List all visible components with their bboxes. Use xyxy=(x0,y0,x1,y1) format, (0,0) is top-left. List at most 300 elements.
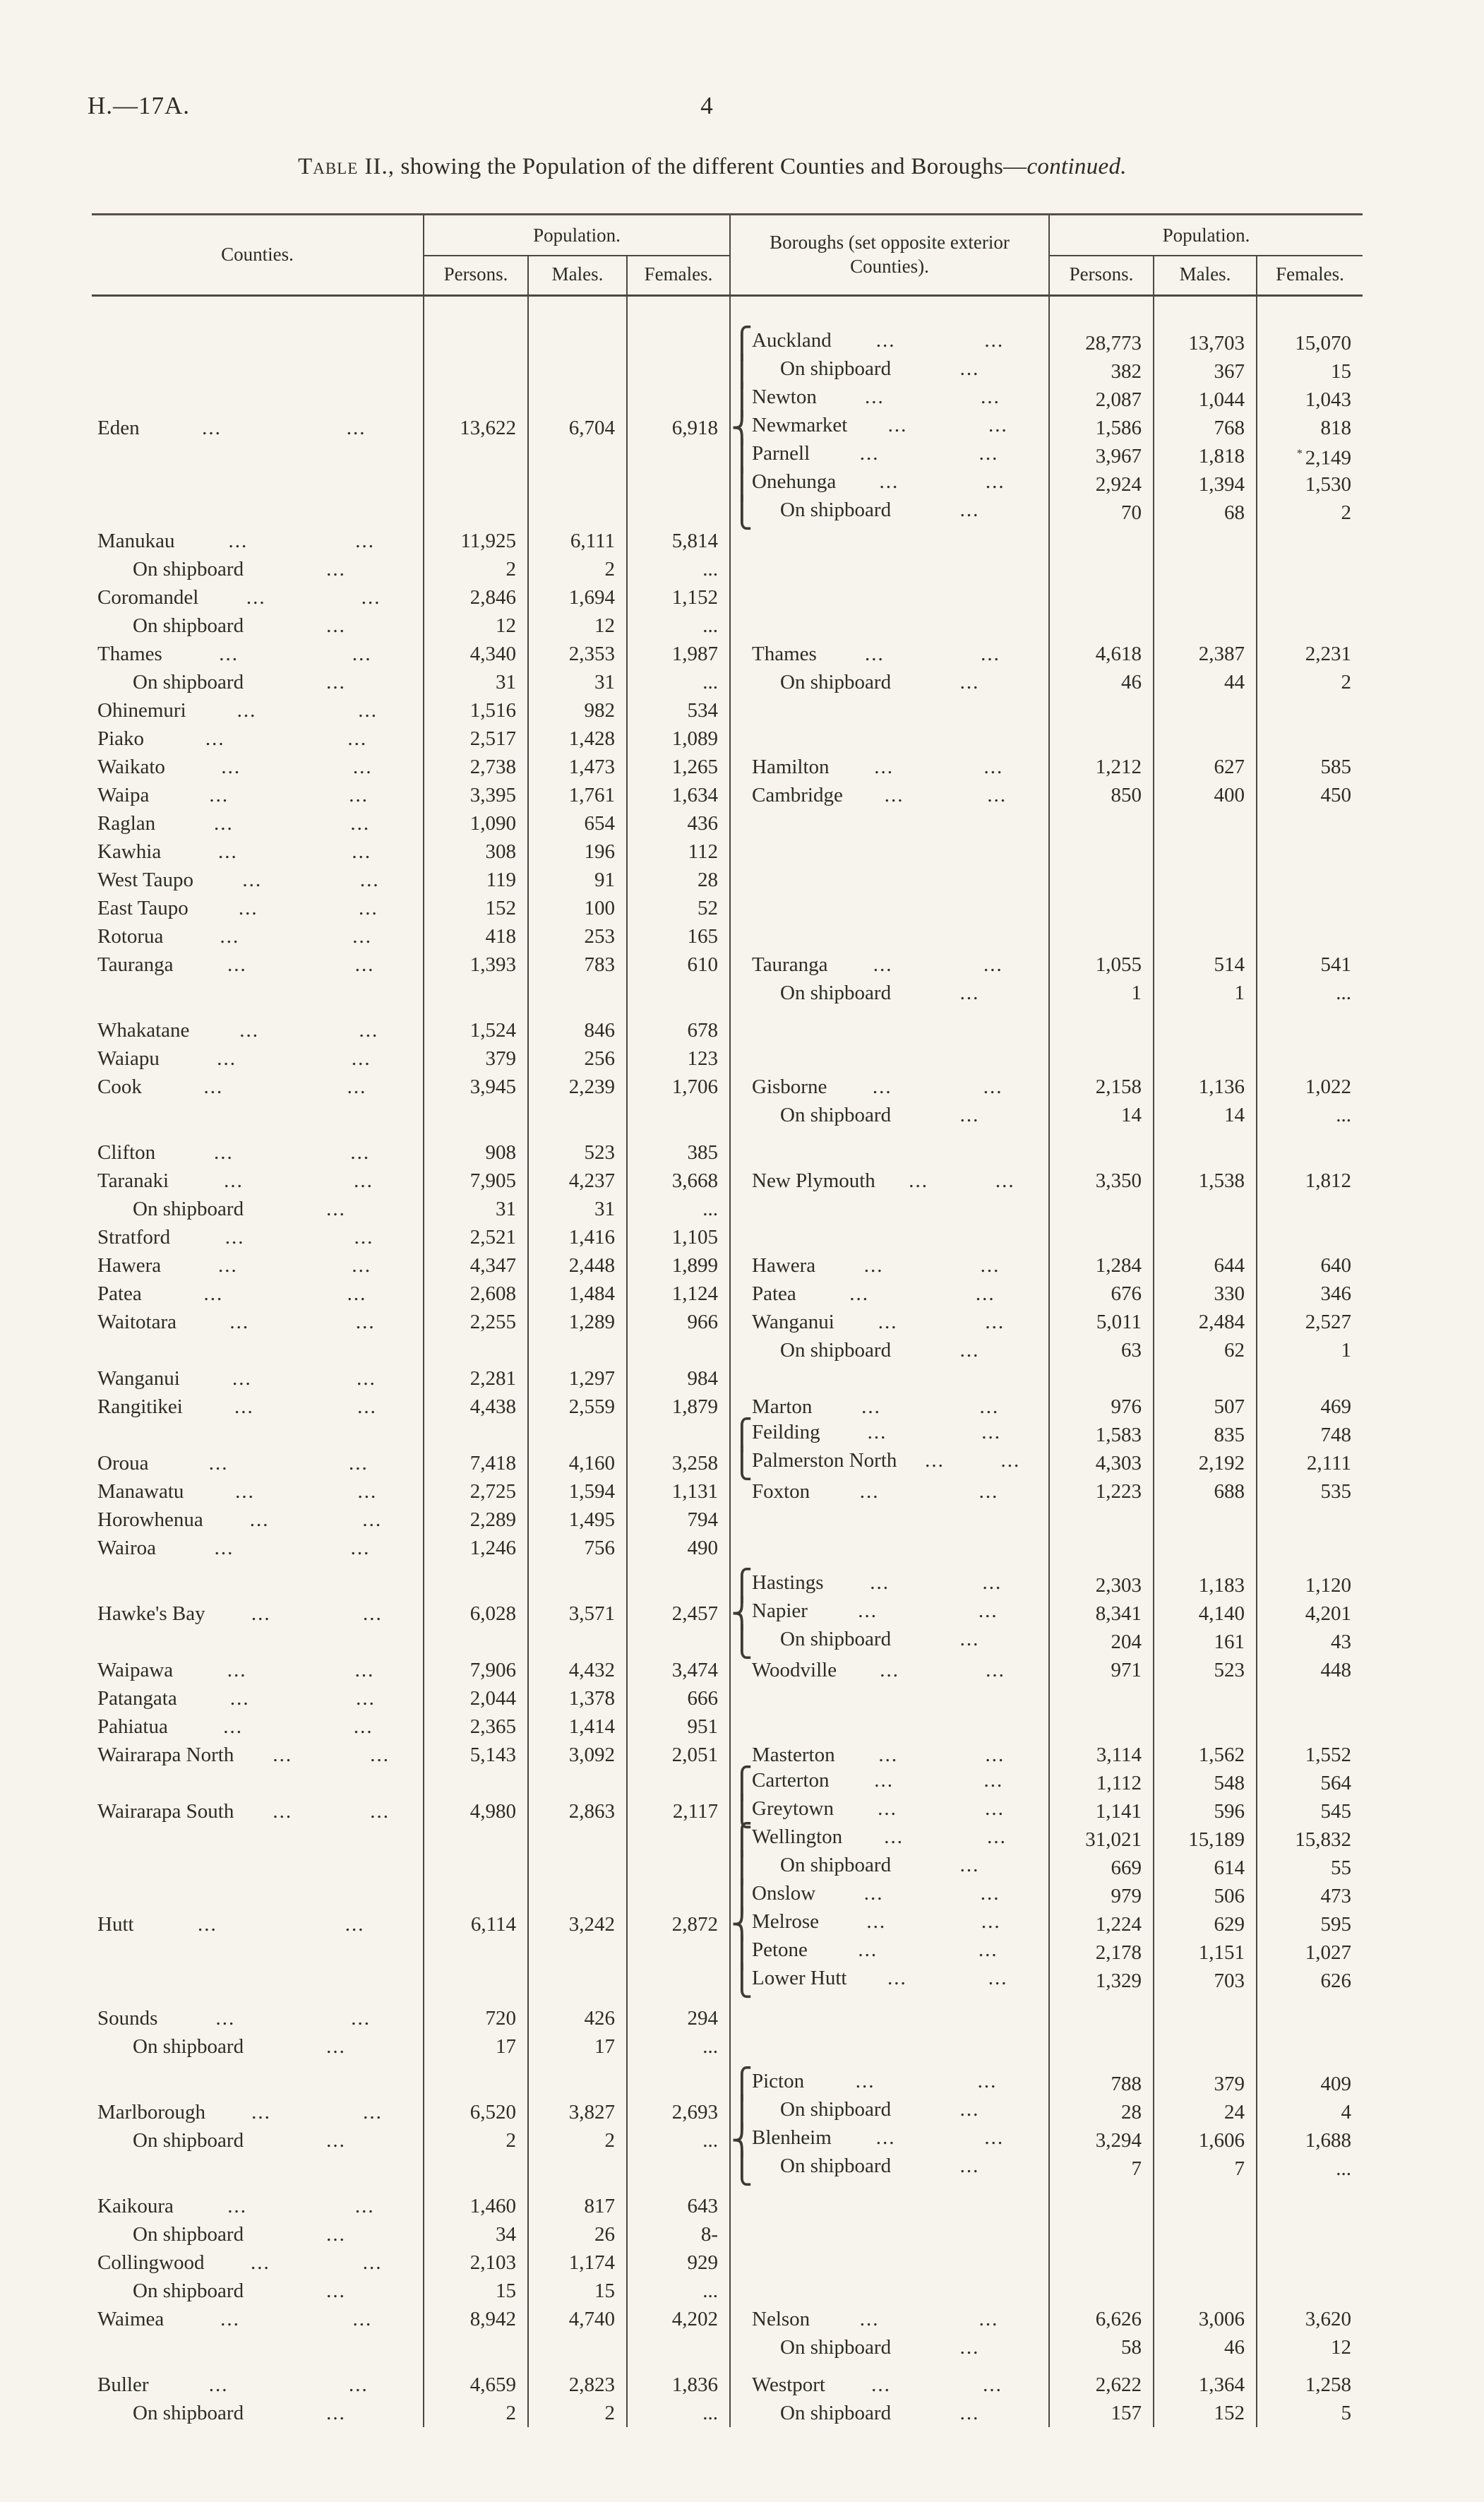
group-brace-icon: ⎩ xyxy=(731,1962,753,1998)
borough-males: 688 xyxy=(1154,1477,1257,1506)
borough-persons xyxy=(1049,1223,1154,1251)
borough-females xyxy=(1257,2277,1363,2305)
table-row xyxy=(92,583,1363,612)
county-persons: 3,945 xyxy=(424,1073,528,1101)
county-name xyxy=(92,1421,424,1449)
county-males xyxy=(528,979,627,1007)
county-females: 984 xyxy=(627,1364,730,1393)
borough-males: 330 xyxy=(1154,1280,1257,1308)
borough-females: 626 xyxy=(1257,1967,1363,1995)
county-males xyxy=(528,1769,627,1797)
county-females xyxy=(627,1628,730,1656)
borough-males: 152 xyxy=(1154,2399,1257,2427)
borough-name-label: Palmerston North xyxy=(752,1448,897,1472)
borough-name xyxy=(730,1506,1049,1534)
borough-females xyxy=(1257,2220,1363,2248)
county-males: 3,092 xyxy=(528,1741,627,1769)
borough-males xyxy=(1154,838,1257,866)
leader-dots: ... xyxy=(925,1448,945,1472)
leader-dots: ... xyxy=(214,1140,234,1164)
table-row xyxy=(92,612,1363,640)
borough-females xyxy=(1257,1195,1363,1223)
county-persons: 2,608 xyxy=(424,1280,528,1308)
borough-males xyxy=(1154,555,1257,583)
county-persons xyxy=(424,1938,528,1967)
leader-dots: ... xyxy=(362,1508,383,1531)
leader-dots: ... xyxy=(224,1169,244,1192)
leader-dots: ... xyxy=(878,1797,897,1820)
leader-dots: ... xyxy=(370,1799,390,1823)
county-name-label: Rangitikei xyxy=(97,1395,183,1418)
county-name-label: On shipboard xyxy=(133,2035,244,2058)
county-females: 534 xyxy=(627,696,730,725)
county-females: 1,634 xyxy=(627,781,730,809)
leader-dots: ... xyxy=(326,670,346,693)
county-name xyxy=(92,1449,424,1477)
borough-females xyxy=(1257,838,1363,866)
borough-persons xyxy=(1049,555,1154,583)
page-number: 4 xyxy=(700,92,713,119)
table-row xyxy=(92,442,1363,470)
county-name-label: On shipboard xyxy=(133,2401,244,2424)
county-males: 100 xyxy=(528,894,627,922)
leader-dots: ... xyxy=(215,2006,236,2030)
borough-name xyxy=(730,1167,1049,1195)
table-row xyxy=(92,951,1363,979)
borough-males xyxy=(1154,1223,1257,1251)
leader-dots: ... xyxy=(251,2100,271,2123)
county-males: 2,353 xyxy=(528,640,627,668)
county-females xyxy=(627,499,730,527)
county-persons: 2,281 xyxy=(424,1364,528,1393)
group-brace-icon: ⎩ xyxy=(731,1793,753,1828)
county-males: 6,704 xyxy=(528,414,627,442)
borough-name-label: On shipboard xyxy=(780,1338,892,1362)
leader-dots: ... xyxy=(874,755,894,778)
leader-dots: ... xyxy=(217,1047,237,1070)
county-name xyxy=(92,1769,424,1797)
borough-persons xyxy=(1049,583,1154,612)
borough-name-label: New Plymouth xyxy=(752,1169,875,1192)
borough-females xyxy=(1257,2248,1363,2277)
borough-name-label: Westport xyxy=(752,2373,825,2396)
borough-females xyxy=(1257,527,1363,555)
borough-persons: 979 xyxy=(1049,1882,1154,1910)
borough-name-label: On shipboard xyxy=(780,2335,892,2359)
borough-females: 1,530 xyxy=(1257,470,1363,499)
borough-persons: 3,350 xyxy=(1049,1167,1154,1195)
county-persons xyxy=(424,470,528,499)
county-persons: 119 xyxy=(424,866,528,894)
leader-dots: ... xyxy=(858,1599,878,1622)
county-persons xyxy=(424,1825,528,1854)
leader-dots: ... xyxy=(986,1658,1005,1681)
leader-dots: ... xyxy=(865,385,885,408)
leader-dots: ... xyxy=(229,1686,250,1710)
leader-dots: ... xyxy=(359,868,380,891)
group-brace-icon: ⎧ xyxy=(731,1567,753,1602)
leader-dots: ... xyxy=(875,328,896,352)
table-row xyxy=(92,527,1363,555)
leader-dots: ... xyxy=(981,1420,1002,1443)
leader-dots: ... xyxy=(979,2307,999,2330)
leader-dots: ... xyxy=(347,1282,367,1305)
leader-dots: ... xyxy=(361,585,381,609)
borough-name-label: Feilding xyxy=(752,1420,820,1443)
borough-name xyxy=(730,612,1049,640)
leader-dots: ... xyxy=(988,1966,1008,1989)
table-row xyxy=(92,1562,1363,1600)
borough-persons xyxy=(1049,2277,1154,2305)
county-males xyxy=(528,2061,627,2098)
leader-dots: ... xyxy=(352,2307,373,2330)
borough-males xyxy=(1154,2183,1257,2220)
borough-males: 7 xyxy=(1154,2155,1257,2183)
table-title xyxy=(0,154,1425,180)
borough-name xyxy=(730,2248,1049,2277)
leader-dots: ... xyxy=(855,2069,875,2092)
county-males: 1,297 xyxy=(528,1364,627,1393)
county-persons: 13,622 xyxy=(424,414,528,442)
county-females: ... xyxy=(627,612,730,640)
borough-name xyxy=(730,1393,1049,1421)
borough-males: 1,364 xyxy=(1154,2361,1257,2399)
borough-name xyxy=(730,1101,1049,1129)
county-name-label: Manawatu xyxy=(97,1479,184,1503)
leader-dots: ... xyxy=(858,1938,878,1961)
leader-dots: ... xyxy=(355,529,375,552)
county-males: 2,239 xyxy=(528,1073,627,1101)
county-males: 253 xyxy=(528,922,627,951)
table-title-main: showing the Population of the different Counties and Boroughs— xyxy=(395,154,1027,179)
borough-name-label: Masterton xyxy=(752,1743,835,1766)
leader-dots: ... xyxy=(345,1912,365,1936)
borough-name xyxy=(730,2183,1049,2220)
county-persons: 4,659 xyxy=(424,2361,528,2399)
county-males xyxy=(528,386,627,414)
table-title-continued: continued. xyxy=(1027,154,1127,179)
borough-persons: 8,341 xyxy=(1049,1600,1154,1628)
borough-males: 523 xyxy=(1154,1656,1257,1684)
borough-name-label: Onehunga xyxy=(752,470,837,493)
county-males: 654 xyxy=(528,809,627,838)
leader-dots: ... xyxy=(959,670,980,693)
borough-females: 1,258 xyxy=(1257,2361,1363,2399)
borough-persons: 5,011 xyxy=(1049,1308,1154,1336)
table-row xyxy=(92,499,1363,527)
county-name xyxy=(92,866,424,894)
borough-females: 545 xyxy=(1257,1797,1363,1825)
borough-name xyxy=(730,2333,1049,2361)
county-name xyxy=(92,894,424,922)
county-name xyxy=(92,2361,424,2399)
borough-persons: 976 xyxy=(1049,1393,1154,1421)
borough-name xyxy=(730,725,1049,753)
borough-persons xyxy=(1049,1506,1154,1534)
borough-males xyxy=(1154,2277,1257,2305)
county-females: 436 xyxy=(627,809,730,838)
leader-dots: ... xyxy=(859,2307,880,2330)
borough-persons: 28,773 xyxy=(1049,295,1154,357)
leader-dots: ... xyxy=(353,1715,373,1738)
leader-dots: ... xyxy=(985,470,1005,493)
borough-females xyxy=(1257,894,1363,922)
borough-persons: 204 xyxy=(1049,1628,1154,1656)
borough-females: 12 xyxy=(1257,2333,1363,2361)
borough-name xyxy=(730,1044,1049,1073)
county-persons xyxy=(424,357,528,386)
leader-dots: ... xyxy=(227,953,247,976)
leader-dots: ... xyxy=(238,896,258,919)
county-name xyxy=(92,753,424,781)
table-row xyxy=(92,922,1363,951)
county-persons: 11,925 xyxy=(424,527,528,555)
county-name-label: Waipa xyxy=(97,783,150,806)
county-females: 1,089 xyxy=(627,725,730,753)
borough-males: 548 xyxy=(1154,1769,1257,1797)
leader-dots: ... xyxy=(984,2126,1005,2149)
county-name xyxy=(92,2248,424,2277)
leader-dots: ... xyxy=(887,413,908,436)
borough-males xyxy=(1154,1129,1257,1167)
borough-males: 596 xyxy=(1154,1797,1257,1825)
table-row xyxy=(92,838,1363,866)
county-name-label: Piako xyxy=(97,727,145,750)
leader-dots: ... xyxy=(357,1479,378,1503)
table-body xyxy=(92,295,1363,2427)
leader-dots: ... xyxy=(326,2279,346,2302)
county-males: 2,559 xyxy=(528,1393,627,1421)
table-row xyxy=(92,2155,1363,2183)
county-name-label: Kaikoura xyxy=(97,2194,174,2217)
borough-name-label: Foxton xyxy=(752,1479,810,1503)
borough-name xyxy=(730,1995,1049,2032)
borough-females: 15 xyxy=(1257,357,1363,386)
leader-dots: ... xyxy=(225,1225,245,1249)
borough-name xyxy=(730,1534,1049,1562)
county-males xyxy=(528,295,627,357)
leader-dots: ... xyxy=(273,1743,293,1766)
county-name-label: Oroua xyxy=(97,1451,149,1475)
borough-name-label: On shipboard xyxy=(780,498,892,521)
leader-dots: ... xyxy=(983,2373,1003,2396)
county-name xyxy=(92,838,424,866)
county-males: 817 xyxy=(528,2183,627,2220)
county-females: 3,474 xyxy=(627,1656,730,1684)
borough-name-label: Hamilton xyxy=(752,755,830,778)
borough-name-label: On shipboard xyxy=(780,981,892,1004)
table-row xyxy=(92,1393,1363,1421)
borough-females: 473 xyxy=(1257,1882,1363,1910)
leader-dots: ... xyxy=(874,1768,894,1792)
leader-dots: ... xyxy=(859,441,880,465)
leader-dots: ... xyxy=(959,357,980,380)
leader-dots: ... xyxy=(208,1451,229,1475)
borough-males xyxy=(1154,809,1257,838)
county-persons: 2,521 xyxy=(424,1223,528,1251)
borough-name xyxy=(730,1934,1049,1970)
borough-name-label: Thames xyxy=(752,642,817,665)
county-males xyxy=(528,1825,627,1854)
table-row xyxy=(92,1044,1363,1073)
borough-males: 2,387 xyxy=(1154,640,1257,668)
county-name-label: On shipboard xyxy=(133,2222,244,2246)
borough-persons: 2,924 xyxy=(1049,470,1154,499)
borough-persons: 1,055 xyxy=(1049,951,1154,979)
group-brace-icon: ⎧ xyxy=(731,1821,753,1857)
leader-dots: ... xyxy=(872,1075,892,1098)
table-row xyxy=(92,1477,1363,1506)
borough-persons xyxy=(1049,612,1154,640)
county-persons xyxy=(424,979,528,1007)
borough-females xyxy=(1257,555,1363,583)
borough-name xyxy=(730,494,1049,530)
county-name-label: Rotorua xyxy=(97,924,164,948)
borough-persons: 4,303 xyxy=(1049,1449,1154,1477)
borough-persons xyxy=(1049,838,1154,866)
borough-males: 514 xyxy=(1154,951,1257,979)
county-females xyxy=(627,442,730,470)
borough-name xyxy=(730,979,1049,1007)
group-brace-icon: ⎨ xyxy=(731,410,753,445)
county-name-label: Waitotara xyxy=(97,1310,176,1333)
leader-dots: ... xyxy=(988,413,1008,436)
table-row xyxy=(92,640,1363,668)
borough-name xyxy=(730,1624,1049,1659)
leader-dots: ... xyxy=(227,2194,248,2217)
county-persons: 1,090 xyxy=(424,809,528,838)
leader-dots: ... xyxy=(357,1366,376,1390)
leader-dots: ... xyxy=(205,727,225,750)
county-name xyxy=(92,2155,424,2183)
county-persons xyxy=(424,1628,528,1656)
county-males xyxy=(528,1101,627,1129)
county-name xyxy=(92,2126,424,2155)
county-persons xyxy=(424,499,528,527)
borough-females xyxy=(1257,922,1363,951)
group-brace-icon: ⎩ xyxy=(731,1624,753,1659)
leader-dots: ... xyxy=(242,868,263,891)
borough-name xyxy=(730,809,1049,838)
borough-name xyxy=(730,353,1049,388)
county-name xyxy=(92,1129,424,1167)
borough-name xyxy=(730,2122,1049,2157)
leader-dots: ... xyxy=(250,2251,270,2274)
borough-males: 835 xyxy=(1154,1421,1257,1449)
county-name xyxy=(92,1684,424,1712)
county-name-label: On shipboard xyxy=(133,2128,244,2152)
borough-males: 1,562 xyxy=(1154,1741,1257,1769)
borough-name xyxy=(730,951,1049,979)
county-name-label: Hawke's Bay xyxy=(97,1602,205,1625)
borough-females: 640 xyxy=(1257,1251,1363,1280)
county-name xyxy=(92,725,424,753)
borough-name xyxy=(730,1007,1049,1044)
borough-persons: 3,294 xyxy=(1049,2126,1154,2155)
borough-name xyxy=(730,1129,1049,1167)
borough-persons: 6,626 xyxy=(1049,2305,1154,2333)
borough-males: 161 xyxy=(1154,1628,1257,1656)
table-row xyxy=(92,2277,1363,2305)
county-persons: 7,905 xyxy=(424,1167,528,1195)
borough-females xyxy=(1257,1995,1363,2032)
county-name-label: Raglan xyxy=(97,811,156,835)
county-persons: 2,738 xyxy=(424,753,528,781)
leader-dots: ... xyxy=(350,811,371,835)
table-row xyxy=(92,1854,1363,1882)
header-population-left: Population. xyxy=(424,215,730,256)
borough-name xyxy=(730,2032,1049,2061)
borough-persons: 4,618 xyxy=(1049,640,1154,668)
leader-dots: ... xyxy=(984,328,1005,352)
county-persons: 1,460 xyxy=(424,2183,528,2220)
county-persons: 8,942 xyxy=(424,2305,528,2333)
borough-name xyxy=(730,781,1049,809)
county-females: 6,918 xyxy=(627,414,730,442)
borough-name xyxy=(730,1251,1049,1280)
leader-dots: ... xyxy=(221,755,241,778)
county-males: 196 xyxy=(528,838,627,866)
county-females: 2,872 xyxy=(627,1910,730,1938)
county-persons: 12 xyxy=(424,612,528,640)
borough-name-label: On shipboard xyxy=(780,1627,892,1650)
county-females: 951 xyxy=(627,1712,730,1741)
county-females xyxy=(627,357,730,386)
county-males xyxy=(528,357,627,386)
group-brace-icon: ⎩ xyxy=(731,494,753,530)
county-name-label: Wairarapa North xyxy=(97,1743,234,1766)
borough-name xyxy=(730,1223,1049,1251)
county-males: 523 xyxy=(528,1129,627,1167)
leader-dots: ... xyxy=(351,2006,371,2030)
county-females xyxy=(627,1854,730,1882)
leader-dots: ... xyxy=(219,642,239,665)
county-males: 1,414 xyxy=(528,1712,627,1741)
borough-males: 400 xyxy=(1154,781,1257,809)
table-row xyxy=(92,295,1363,357)
county-females: 1,899 xyxy=(627,1251,730,1280)
table-row xyxy=(92,1280,1363,1308)
county-females: 1,124 xyxy=(627,1280,730,1308)
borough-name xyxy=(730,1073,1049,1101)
table-row xyxy=(92,1336,1363,1364)
borough-name-label: Blenheim xyxy=(752,2126,832,2149)
county-females: 1,131 xyxy=(627,1477,730,1506)
table-row xyxy=(92,668,1363,696)
county-name xyxy=(92,1995,424,2032)
leader-dots: ... xyxy=(349,2373,369,2396)
county-name xyxy=(92,1628,424,1656)
leader-dots: ... xyxy=(866,1910,887,1933)
county-females: ... xyxy=(627,2277,730,2305)
borough-persons xyxy=(1049,866,1154,894)
header-males-left: Males. xyxy=(528,256,627,295)
borough-females xyxy=(1257,725,1363,753)
county-males xyxy=(528,1882,627,1910)
county-name xyxy=(92,696,424,725)
county-name-label: Pahiatua xyxy=(97,1715,168,1738)
table-row xyxy=(92,809,1363,838)
group-brace-icon: ⎪ xyxy=(731,381,753,417)
leader-dots: ... xyxy=(349,783,369,806)
county-males: 6,111 xyxy=(528,527,627,555)
borough-name-label: Carterton xyxy=(752,1768,830,1792)
county-name xyxy=(92,668,424,696)
county-females: 165 xyxy=(627,922,730,951)
group-brace-icon: ⎨ xyxy=(731,1906,753,1941)
leader-dots: ... xyxy=(239,1018,259,1042)
county-males: 756 xyxy=(528,1534,627,1562)
